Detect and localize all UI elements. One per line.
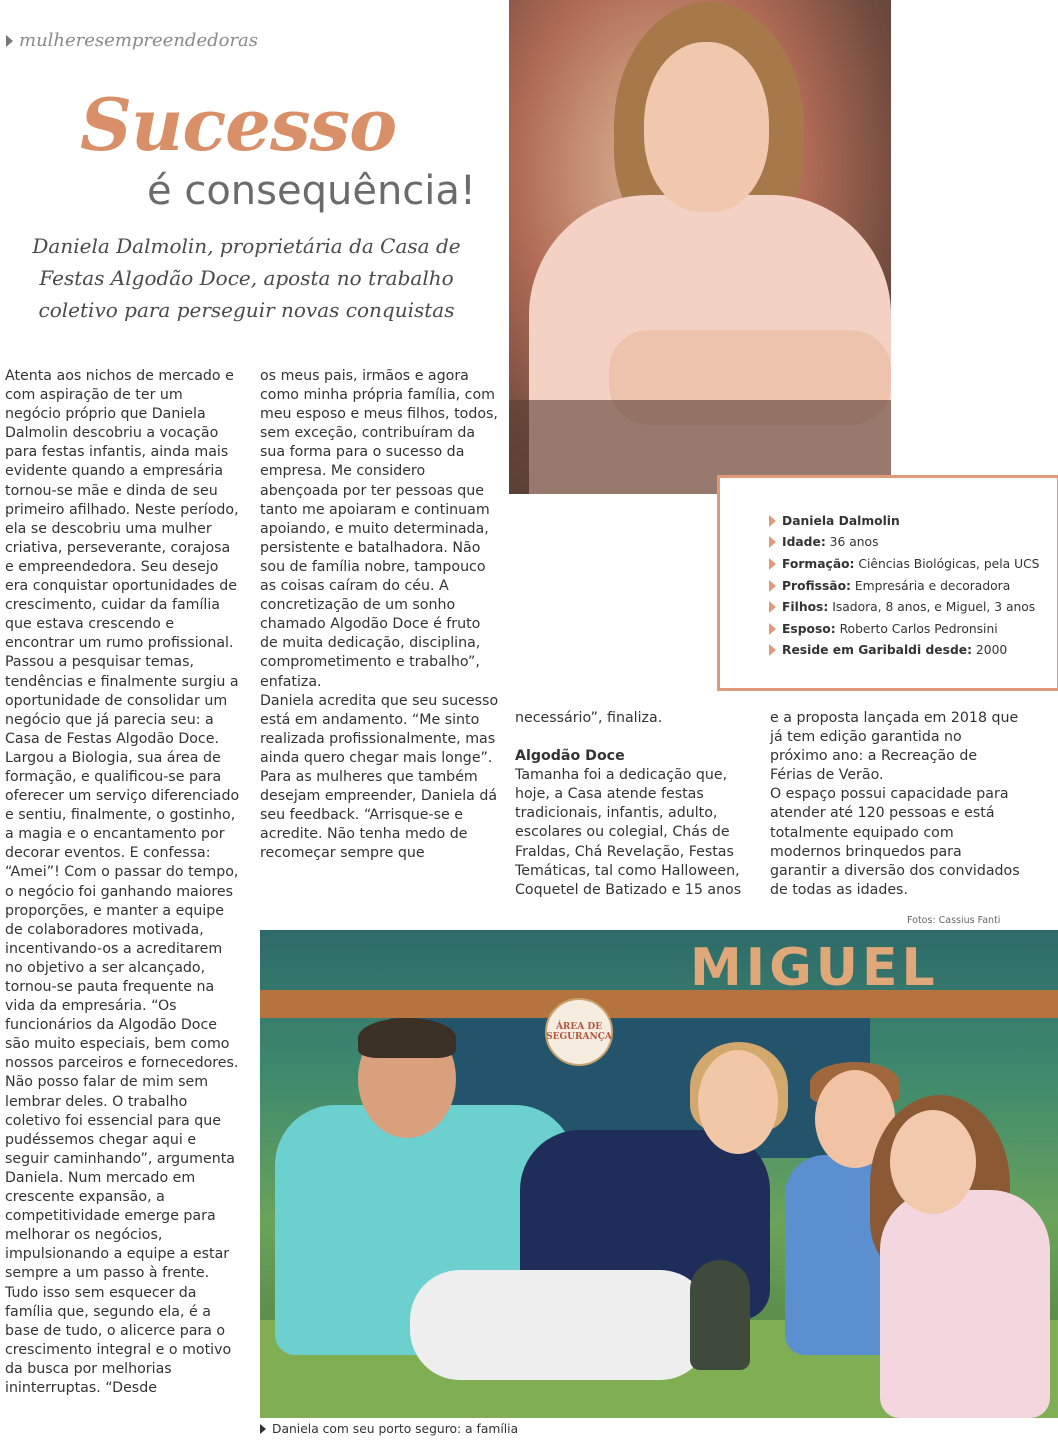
lead-paragraph: Daniela Dalmolin, proprietária da Casa de Festas Algodão Doce, aposta no trabalho coletivo para perseguir novas conquistas [32,234,461,322]
photo-caption [260,1422,518,1436]
profile-item [769,532,1039,554]
badge-line-1: ÁREA DE [555,1022,603,1032]
article-paragraph: O espaço possui capacidade para atender até 120 pessoas e está totalmente equipado com modernos brinquedos para garantir a diversão dos convidados de todas as idades. [770,786,1020,898]
profile-item-value: 2000 [972,643,1008,658]
article-column-1 [5,367,243,1398]
profile-item [769,640,1039,662]
section-arrow-icon [6,35,13,47]
photo-sign-text: MIGUEL [690,938,939,998]
profile-item-label: Filhos: [782,600,829,615]
family-photo [260,930,1058,1418]
caption-arrow-icon [260,1424,266,1434]
caption-text: Daniela com seu porto seguro: a família [272,1422,519,1436]
section-tag [6,30,258,51]
page-subtitle: é consequência! [147,168,476,214]
profile-item-label: Esposo: [782,621,836,636]
profile-name: Daniela Dalmolin [782,513,900,528]
profile-item-value: 36 anos [825,535,879,550]
article-paragraph: e a proposta lançada em 2018 que já tem edição garantida no próximo ano: a Recreação de Férias de Verão. [770,710,1019,784]
toy-dinosaur [690,1260,750,1370]
article-paragraph: Atenta aos nichos de mercado e com aspiração de ter um negócio próprio que Daniela Dalmolin descobriu a vocação para festas infantis, ainda mais evidente quando a empresária tornou-se mãe e dinda de seu primeiro afilhado. Neste período, ela se descobriu uma mulher criativa, perseverante, corajosa e empreendedora. Seu desejo era conquistar oportunidades de crescimento, cuidar da família que estava crescendo e encontrar um rumo profissional. Passou a pesquisar temas, tendências e finalmente surgiu a oportunidade de consolidar um negócio que já parecia seu: a Casa de Festas Algodão Doce. Largou a Biologia, sua área de formação, e qualificou-se para oferecer um serviço diferenciado e sentiu, finalmente, o gostinho, a magia e o encantamento por decorar eventos. E confessa: “Amei”! Com o passar do tempo, o negócio foi ganhando maiores proporções, e manter a equipe de colaboradores motivada, incentivando-os a acreditarem no objetivo a ser alcançado, tornou-se pauta frequente na vida da empresária. “Os funcionários da Algodão Doce são muito especiais, bem como nossos parceiros e fornecedores. Não posso falar de mim sem lembrar deles. O trabalho coletivo foi essencial para que pudéssemos chegar aqui e seguir caminhando”, argumenta Daniela. Num mercado em crescente expansão, a competitividade emerge para melhorar os negócios, impulsionando a equipe a estar sempre a um passo à frente. Tudo isso sem esquecer da família que, segundo ela, é a base de tudo, o alicerce para o crescimento integral e o motivo da busca por melhorias ininterruptas. “Desde [5,368,240,1396]
profile-item-label: Idade: [782,535,826,550]
bullet-arrow-icon [769,644,776,656]
article-paragraph: Daniela acredita que seu sucesso está em andamento. “Me sinto realizada profissionalmente, mas ainda quero chegar mais longe”. Para as mulheres que também desejam empreender, Daniela dá seu feedback. “Arrisque-se e acredite. Não tenha medo de recomeçar sempre que [260,692,499,862]
profile-name-row [769,510,1039,532]
profile-item-value: Roberto Carlos Pedronsini [835,621,998,636]
profile-item-value: Empresária e decoradora [850,578,1011,593]
page-title: Sucesso [80,82,397,167]
article-paragraph: necessário”, finaliza. [515,710,663,726]
bullet-arrow-icon [769,623,776,635]
article-column-4 [770,709,1020,900]
profile-item-label: Profissão: [782,578,851,593]
profile-item-value: Isadora, 8 anos, e Miguel, 3 anos [828,600,1036,615]
article-column-3 [515,709,755,900]
profile-item [769,618,1039,640]
article-paragraph: os meus pais, irmãos e agora como minha própria família, com meu esposo e meus filhos, todos, sem exceção, contribuíram da sua forma para o sucesso da empresa. Me considero abençoada por ter pessoas que tanto me apoiaram e continuam apoiando, e muito determinada, persistente e batalhadora. Não sou de família nobre, tampouco as coisas caíram do céu. A concretização de um sonho chamado Algodão Doce é fruto de muita dedicação, disciplina, comprometimento e trabalho”, enfatiza. [260,368,498,690]
photo-credit: Fotos: Cassius Fanti [907,915,1001,926]
section-label-left: mulheres [19,30,105,51]
bullet-arrow-icon [769,515,776,527]
profile-item-label: Reside em Garibaldi desde: [782,643,973,658]
article-column-2 [260,367,500,863]
profile-list [769,510,1039,661]
profile-item-label: Formação: [782,556,855,571]
profile-item-value: Ciências Biológicas, pela UCS [854,556,1040,571]
bullet-arrow-icon [769,536,776,548]
bullet-arrow-icon [769,558,776,570]
article-subheading: Algodão Doce [515,748,625,765]
portrait-photo [509,0,891,494]
profile-item [769,575,1039,597]
bullet-arrow-icon [769,601,776,613]
bullet-arrow-icon [769,580,776,592]
safety-badge [545,998,613,1066]
article-paragraph: Tamanha foi a dedicação que, hoje, a Casa atende festas tradicionais, infantis, adulto, escolares ou colegial, Chás de Fraldas, Chá Revelação, Festas Temáticas, tal como Halloween, Coquetel de Batizado e 15 anos [515,767,742,898]
section-label-right: empreendedoras [104,30,259,51]
profile-item [769,596,1039,618]
badge-line-2: SEGURANÇA [546,1032,612,1042]
profile-item [769,553,1039,575]
